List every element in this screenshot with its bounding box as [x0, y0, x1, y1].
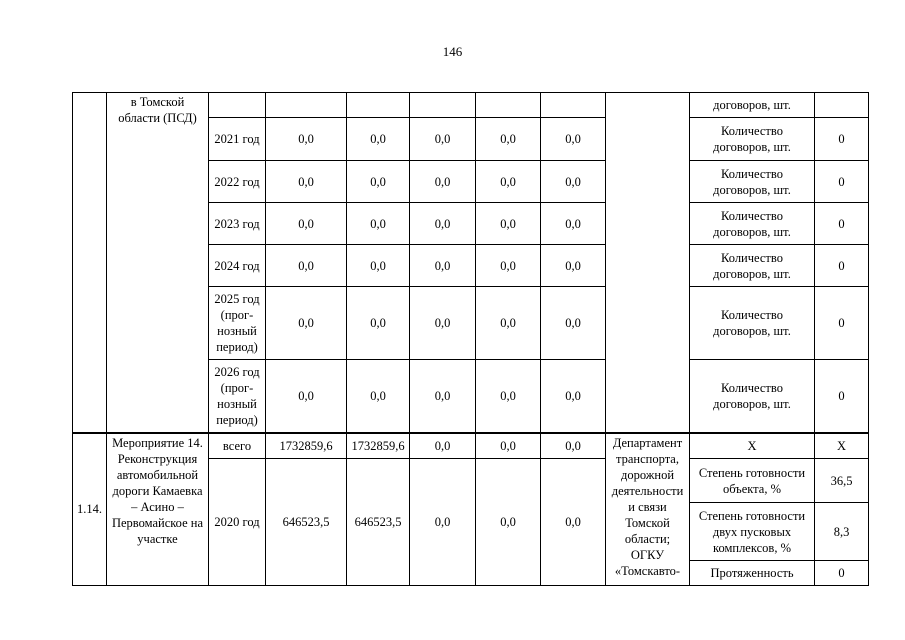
year-cell: 2026 год (прог-нозный период) [209, 360, 266, 433]
value-cell: 0,0 [347, 118, 410, 161]
value-cell: 0,0 [266, 118, 347, 161]
value-cell: 0,0 [541, 161, 606, 203]
value-cell: 0,0 [476, 360, 541, 433]
value-cell: 0,0 [266, 203, 347, 245]
value-cell: 0,0 [541, 118, 606, 161]
value-cell: 0,0 [410, 118, 476, 161]
indicator-value-cell: 36,5 [815, 459, 869, 503]
year-cell: всего [209, 433, 266, 459]
year-cell: 2025 год (прог-нозный период) [209, 287, 266, 360]
value-cell: 0,0 [476, 203, 541, 245]
indicator-value-cell: 0 [815, 118, 869, 161]
value-cell: 0,0 [347, 287, 410, 360]
value-cell [410, 93, 476, 118]
indicator-cell: Степень готовности двух пусковых комплексов, % [690, 503, 815, 561]
page-number: 146 [442, 44, 463, 59]
number-cell: 1.14. [73, 433, 107, 586]
indicator-cell: Количество договоров, шт. [690, 360, 815, 433]
executor-cell: Департамент транспорта, дорожной деятельности и связи Томской области; ОГКУ «Томскавто- [606, 433, 690, 586]
value-cell: 0,0 [476, 245, 541, 287]
value-cell: 1732859,6 [347, 433, 410, 459]
value-cell: 646523,5 [266, 459, 347, 586]
value-cell: 0,0 [476, 161, 541, 203]
value-cell: 0,0 [347, 203, 410, 245]
value-cell: 0,0 [476, 287, 541, 360]
value-cell: 0,0 [410, 459, 476, 586]
value-cell: 1732859,6 [266, 433, 347, 459]
value-cell [476, 93, 541, 118]
event-cell: в Томской области (ПСД) [107, 93, 209, 433]
year-cell: 2020 год [209, 459, 266, 586]
indicator-cell: Степень готовности объекта, % [690, 459, 815, 503]
executor-cell [606, 93, 690, 433]
indicator-cell: договоров, шт. [690, 93, 815, 118]
value-cell: 0,0 [541, 360, 606, 433]
value-cell: 0,0 [266, 161, 347, 203]
value-cell: 646523,5 [347, 459, 410, 586]
value-cell: 0,0 [541, 245, 606, 287]
value-cell: 0,0 [410, 433, 476, 459]
value-cell [266, 93, 347, 118]
indicator-cell: Количество договоров, шт. [690, 203, 815, 245]
value-cell: 0,0 [347, 161, 410, 203]
indicator-value-cell: 0 [815, 561, 869, 586]
value-cell: 0,0 [476, 459, 541, 586]
value-cell: 0,0 [541, 433, 606, 459]
indicator-cell: Количество договоров, шт. [690, 161, 815, 203]
indicator-value-cell: 0 [815, 203, 869, 245]
indicator-cell: Х [690, 433, 815, 459]
value-cell [541, 93, 606, 118]
table-row [73, 93, 869, 118]
value-cell: 0,0 [541, 203, 606, 245]
value-cell: 0,0 [266, 245, 347, 287]
year-cell: 2021 год [209, 118, 266, 161]
year-cell: 2022 год [209, 161, 266, 203]
indicator-cell: Протяженность [690, 561, 815, 586]
indicator-value-cell: Х [815, 433, 869, 459]
indicator-value-cell: 8,3 [815, 503, 869, 561]
value-cell: 0,0 [266, 360, 347, 433]
number-cell [73, 93, 107, 433]
indicator-cell: Количество договоров, шт. [690, 287, 815, 360]
indicator-value-cell: 0 [815, 245, 869, 287]
value-cell: 0,0 [410, 203, 476, 245]
year-cell: 2023 год [209, 203, 266, 245]
event-cell: Мероприятие 14. Реконструкция автомобильной дороги Камаевка – Асино – Первомайское на участке [107, 433, 209, 586]
value-cell: 0,0 [476, 433, 541, 459]
value-cell: 0,0 [410, 161, 476, 203]
value-cell: 0,0 [476, 118, 541, 161]
program-table [72, 92, 869, 586]
value-cell: 0,0 [347, 245, 410, 287]
value-cell: 0,0 [410, 245, 476, 287]
indicator-value-cell: 0 [815, 287, 869, 360]
indicator-value-cell: 0 [815, 360, 869, 433]
year-cell [209, 93, 266, 118]
value-cell: 0,0 [541, 459, 606, 586]
value-cell: 0,0 [410, 287, 476, 360]
indicator-value-cell: 0 [815, 161, 869, 203]
year-cell: 2024 год [209, 245, 266, 287]
value-cell: 0,0 [266, 287, 347, 360]
value-cell: 0,0 [541, 287, 606, 360]
indicator-cell: Количество договоров, шт. [690, 245, 815, 287]
table-row [73, 433, 869, 459]
value-cell: 0,0 [410, 360, 476, 433]
value-cell: 0,0 [347, 360, 410, 433]
value-cell [347, 93, 410, 118]
indicator-cell: Количество договоров, шт. [690, 118, 815, 161]
indicator-value-cell [815, 93, 869, 118]
